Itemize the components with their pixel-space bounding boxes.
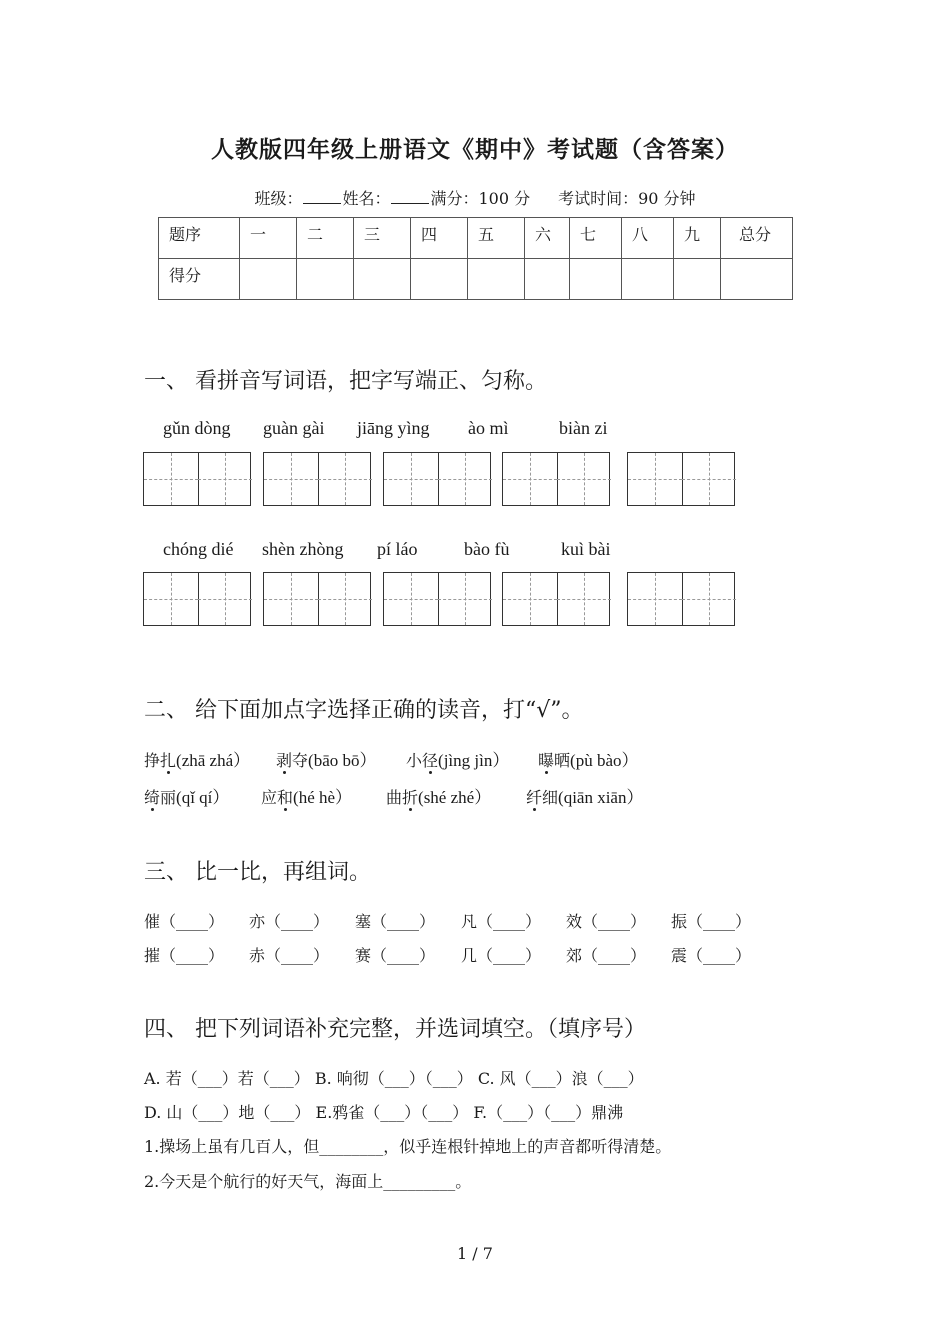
header-cell: 题序 bbox=[159, 218, 240, 259]
pinyin-label: jiāng yìng bbox=[357, 418, 430, 438]
writing-box[interactable] bbox=[143, 452, 251, 506]
word-pair[interactable]: 摧（____） bbox=[144, 946, 225, 965]
score-cell[interactable] bbox=[622, 259, 674, 300]
score-cell[interactable] bbox=[468, 259, 525, 300]
writing-box[interactable] bbox=[502, 572, 610, 626]
pinyin-label: gǔn dòng bbox=[163, 418, 231, 438]
score-header-row bbox=[159, 218, 793, 259]
header-cell: 九 bbox=[674, 218, 721, 259]
dotted-char: 绮 bbox=[144, 788, 161, 807]
pinyin-label: bào fù bbox=[464, 539, 510, 559]
score-cell[interactable] bbox=[674, 259, 721, 300]
reading-item[interactable]: 挣扎(zhā zhá） bbox=[144, 751, 251, 770]
pinyin-label: ào mì bbox=[468, 418, 509, 438]
header-cell: 三 bbox=[354, 218, 411, 259]
word-pair[interactable]: 几（____） bbox=[461, 946, 542, 965]
reading-item[interactable]: 曲折(shé zhé） bbox=[386, 788, 492, 807]
word-pair[interactable]: 振（____） bbox=[671, 912, 752, 931]
word-pair[interactable]: 震（____） bbox=[671, 946, 752, 965]
dotted-char: 和 bbox=[277, 788, 294, 807]
page-number: 1 / 7 bbox=[457, 1244, 493, 1263]
dotted-char: 折 bbox=[402, 788, 419, 807]
score-cell[interactable] bbox=[411, 259, 468, 300]
section4-heading: 四、 把下列词语补充完整，并选词填空。（填序号） bbox=[144, 1017, 646, 1042]
pinyin-label: kuì bài bbox=[561, 539, 611, 559]
pinyin-label: chóng dié bbox=[163, 539, 234, 559]
word-pair[interactable]: 催（____） bbox=[144, 912, 225, 931]
page-title: 人教版四年级上册语文《期中》考试题（含答案） bbox=[211, 136, 739, 163]
header-cell: 四 bbox=[411, 218, 468, 259]
section2-heading: 二、 给下面加点字选择正确的读音，打“√”。 bbox=[144, 698, 584, 723]
word-pair[interactable]: 郊（____） bbox=[566, 946, 647, 965]
pinyin-label: biàn zi bbox=[559, 418, 608, 438]
score-cell[interactable] bbox=[721, 259, 793, 300]
name-label: 姓名： bbox=[342, 189, 391, 208]
reading-item[interactable]: 小径(jìng jìn） bbox=[406, 751, 510, 770]
dotted-char: 剥 bbox=[276, 751, 293, 770]
question-2[interactable]: 2.今天是个航行的好天气，海面上_________。 bbox=[144, 1172, 472, 1191]
dotted-char: 扎 bbox=[160, 751, 177, 770]
writing-box[interactable] bbox=[383, 452, 491, 506]
name-blank[interactable] bbox=[391, 189, 429, 204]
reading-item[interactable]: 纤细(qiān xiān） bbox=[526, 788, 644, 807]
class-blank[interactable] bbox=[303, 189, 341, 204]
reading-item[interactable]: 应和(hé hè） bbox=[261, 788, 353, 807]
header-cell: 八 bbox=[622, 218, 674, 259]
score-table bbox=[158, 217, 793, 300]
section1-heading: 一、 看拼音写词语，把字写端正、匀称。 bbox=[144, 369, 547, 394]
pinyin-label: shèn zhòng bbox=[262, 539, 344, 559]
writing-box[interactable] bbox=[263, 452, 371, 506]
score-cell[interactable] bbox=[354, 259, 411, 300]
word-pair[interactable]: 塞（____） bbox=[355, 912, 436, 931]
score-cell[interactable] bbox=[297, 259, 354, 300]
writing-box[interactable] bbox=[383, 572, 491, 626]
class-label: 班级： bbox=[254, 189, 303, 208]
header-cell: 一 bbox=[240, 218, 297, 259]
writing-box[interactable] bbox=[143, 572, 251, 626]
writing-box[interactable] bbox=[627, 452, 735, 506]
header-cell: 二 bbox=[297, 218, 354, 259]
reading-item[interactable]: 剥夺(bāo bō） bbox=[276, 751, 377, 770]
question-1[interactable]: 1.操场上虽有几百人，但________，似乎连根针掉地上的声音都听得清楚。 bbox=[144, 1137, 672, 1156]
header-cell: 总分 bbox=[721, 218, 793, 259]
header-cell: 六 bbox=[525, 218, 570, 259]
writing-box[interactable] bbox=[627, 572, 735, 626]
writing-box[interactable] bbox=[263, 572, 371, 626]
score-cell[interactable] bbox=[525, 259, 570, 300]
reading-item[interactable]: 绮丽(qǐ qí） bbox=[144, 788, 230, 807]
section3-heading: 三、 比一比，再组词。 bbox=[144, 860, 371, 885]
header-cell: 七 bbox=[570, 218, 622, 259]
dotted-char: 径 bbox=[422, 751, 439, 770]
pinyin-label: pí láo bbox=[377, 539, 418, 559]
word-pair[interactable]: 亦（____） bbox=[249, 912, 330, 931]
score-cell[interactable] bbox=[240, 259, 297, 300]
header-cell: 五 bbox=[468, 218, 525, 259]
word-pair[interactable]: 赤（____） bbox=[249, 946, 330, 965]
score-cell[interactable] bbox=[570, 259, 622, 300]
reading-item[interactable]: 曝晒(pù bào） bbox=[538, 751, 639, 770]
idiom-options-line1[interactable]: A. 若（___）若（___） B. 响彻（___）（___） C. 风（___）浪（___） bbox=[144, 1069, 644, 1088]
idiom-options-line2[interactable]: D. 山（___）地（___） E.鸦雀（___）（___） F.（___）（___）鼎沸 bbox=[144, 1103, 624, 1122]
dotted-char: 曝 bbox=[538, 751, 555, 770]
writing-box[interactable] bbox=[502, 452, 610, 506]
word-pair[interactable]: 效（____） bbox=[566, 912, 647, 931]
word-pair[interactable]: 赛（____） bbox=[355, 946, 436, 965]
word-pair[interactable]: 凡（____） bbox=[461, 912, 542, 931]
exam-info bbox=[0, 186, 950, 209]
score-row-label: 得分 bbox=[159, 259, 240, 300]
score-row bbox=[159, 259, 793, 300]
full-score: 满分：100 分 bbox=[430, 189, 531, 208]
dotted-char: 纤 bbox=[526, 788, 543, 807]
pinyin-label: guàn gài bbox=[263, 418, 325, 438]
exam-time: 考试时间：90 分钟 bbox=[558, 189, 696, 208]
